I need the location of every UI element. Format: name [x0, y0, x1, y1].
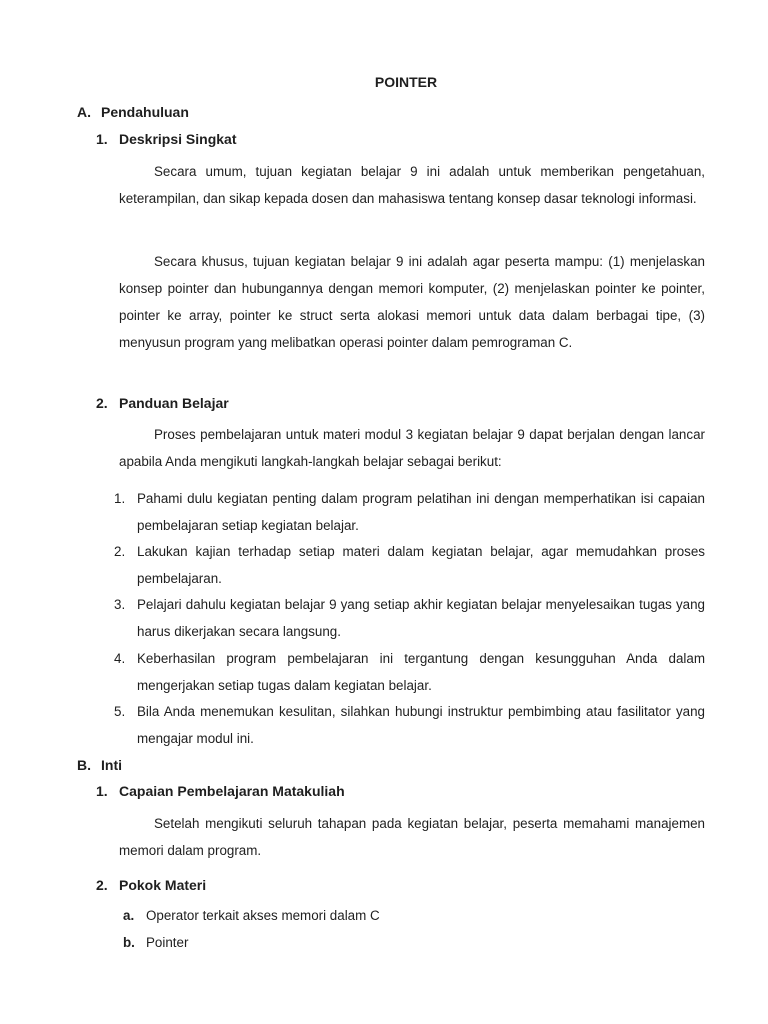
step-item: Lakukan kajian terhadap setiap materi dalam kegiatan belajar, agar memudahkan proses pembelajaran. — [137, 544, 705, 586]
step-number: 3. — [114, 597, 126, 612]
subsection-b1-heading: Capaian Pembelajaran Matakuliah — [119, 783, 345, 799]
section-b-letter: B. — [77, 757, 91, 773]
document-title: POINTER — [374, 74, 438, 90]
step-item: Keberhasilan program pembelajaran ini tergantung dengan kesungguhan Anda dalam mengerjakan setiap tugas dalam kegiatan belajar. — [137, 651, 705, 693]
step-item: Pelajari dahulu kegiatan belajar 9 yang setiap akhir kegiatan belajar menyelesaikan tugas yang harus dikerjakan secara langsung. — [137, 597, 705, 639]
subsection-2-heading: Panduan Belajar — [119, 395, 229, 411]
paragraph-panduan — [119, 421, 705, 475]
step-number: 5. — [114, 704, 126, 719]
subsection-1-number: 1. — [96, 131, 108, 147]
materi-item: Pointer — [146, 935, 189, 950]
section-a-heading: Pendahuluan — [101, 104, 189, 120]
subsection-b2-number: 2. — [96, 877, 108, 893]
section-b-heading: Inti — [101, 757, 122, 773]
materi-letter: b. — [123, 935, 135, 950]
paragraph-text: Setelah mengikuti seluruh tahapan pada kegiatan belajar, peserta memahami manajemen memori dalam program. — [119, 816, 705, 858]
subsection-b1-number: 1. — [96, 783, 108, 799]
subsection-1-heading: Deskripsi Singkat — [119, 131, 237, 147]
section-a-letter: A. — [77, 104, 91, 120]
paragraph-text: Secara umum, tujuan kegiatan belajar 9 ini adalah untuk memberikan pengetahuan, keterampilan, dan sikap kepada dosen dan mahasiswa tentang konsep dasar teknologi informasi. — [119, 164, 705, 206]
subsection-2-number: 2. — [96, 395, 108, 411]
paragraph-text: Secara khusus, tujuan kegiatan belajar 9 ini adalah agar peserta mampu: (1) menjelaskan konsep pointer dan hubungannya dengan memori komputer, (2) menjelaskan pointer ke pointer, pointer ke array, pointer ke struct serta alokasi memori untuk data dalam berbagai tipe, (3) menyusun program yang melibatkan operasi pointer dalam pemrograman C. — [119, 254, 705, 350]
materi-item: Operator terkait akses memori dalam C — [146, 908, 380, 923]
step-number: 4. — [114, 651, 126, 666]
paragraph-capaian — [119, 810, 705, 864]
materi-letter: a. — [123, 908, 135, 923]
step-number: 2. — [114, 544, 126, 559]
paragraph-text: Proses pembelajaran untuk materi modul 3 kegiatan belajar 9 dapat berjalan dengan lancar apabila Anda mengikuti langkah-langkah belajar sebagai berikut: — [119, 427, 705, 469]
subsection-b2-heading: Pokok Materi — [119, 877, 207, 893]
paragraph-deskripsi-khusus — [119, 248, 705, 356]
step-item: Pahami dulu kegiatan penting dalam program pelatihan ini dengan memperhatikan isi capaian pembelajaran setiap kegiatan belajar. — [137, 491, 705, 533]
step-item: Bila Anda menemukan kesulitan, silahkan hubungi instruktur pembimbing atau fasilitator yang mengajar modul ini. — [137, 704, 705, 746]
step-number: 1. — [114, 491, 126, 506]
paragraph-deskripsi-umum — [119, 158, 705, 212]
